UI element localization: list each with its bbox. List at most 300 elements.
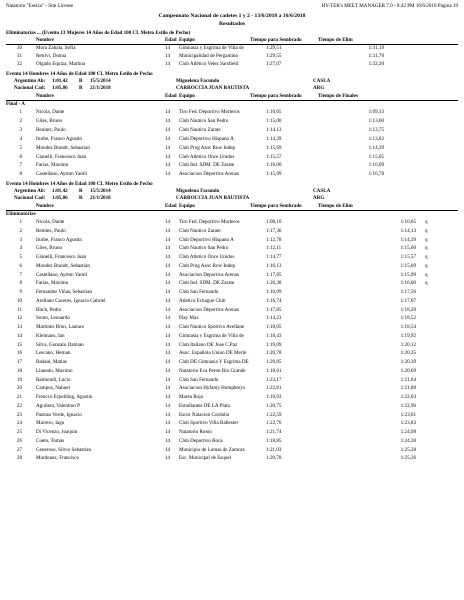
table-row <box>0 161 464 169</box>
age-cell: 14 <box>165 315 171 322</box>
place-cell: 12 <box>16 315 22 322</box>
swimmer-name: Cueto, Tomas <box>36 437 65 444</box>
team-name: Club Ind. SDM. DE Zarate <box>179 280 235 287</box>
record-flag: R <box>79 85 83 91</box>
result-time: 1:31,78 <box>368 53 384 60</box>
table-row <box>0 419 464 427</box>
age-cell: 14 <box>165 394 171 400</box>
age-cell: 14 <box>165 350 171 357</box>
age-cell: 14 <box>165 332 171 339</box>
team-name: Natatorio Eva Peron Rio Grande <box>179 367 246 374</box>
swimmer-name: Giles, Bruno <box>36 245 63 252</box>
team-name: Asociacion Deportiva Arenas <box>179 171 239 178</box>
table-row <box>0 332 464 340</box>
swimmer-name: Benitez, Paulo <box>36 227 66 234</box>
swimmer-name: Silva, Gonzalo Damian <box>36 341 84 348</box>
swimmer-name: Fernandez Viñas, Sebastian <box>36 289 93 295</box>
swimmer-name: Mora Zabala, Sofia <box>36 45 76 51</box>
record-team: CASLA <box>313 188 331 194</box>
swimmer-name: Iturbe, Franco Agustin <box>36 135 82 142</box>
event14-title-final: Evento 14 Hombres 14 Años de Edad 100 CL Metro Estilo de Pecho <box>6 71 153 77</box>
col-header-name: Nombre <box>36 203 54 209</box>
table-row <box>0 367 464 375</box>
place-cell: 2 <box>19 117 22 124</box>
place-cell: 4 <box>19 135 22 142</box>
qualifier-mark: q <box>425 219 428 225</box>
seed-time: 1:27,07 <box>266 61 282 68</box>
place-cell: 11 <box>17 306 22 313</box>
place-cell: 19 <box>16 376 22 383</box>
record-flag: R <box>79 78 83 84</box>
age-cell: 14 <box>165 385 171 392</box>
col-header-prelim: Tiempo de Elim <box>318 37 353 43</box>
place-cell: 30 <box>16 45 22 51</box>
result-time: 1:17,67 <box>400 297 416 304</box>
place-cell: 17 <box>16 359 22 365</box>
team-name: Municipalidad de Pergamino <box>179 53 239 60</box>
team-name: Club Italiano DE Jose C.Paz <box>179 341 238 348</box>
divider <box>6 100 458 101</box>
table-row <box>0 358 464 366</box>
result-time: 1:09,13 <box>368 109 384 115</box>
place-cell: 3 <box>19 126 22 133</box>
women-event-title: Eliminatorias ... (Evento 13 Mujeres 14 Años de Edad 100 CL Metro Estilo de Pecho) <box>6 30 191 36</box>
place-cell: 27 <box>16 446 22 453</box>
table-row <box>0 253 464 261</box>
meet-title: Campeonato Nacional de cadetes 1 y 2 - 13/6/2018 a 16/6/2018 <box>158 13 306 19</box>
qualifier-mark: q <box>425 254 428 260</box>
table-row <box>0 108 464 116</box>
table-row <box>0 135 464 143</box>
col-header-seed: Tiempo para Sembrado <box>250 93 302 99</box>
team-name: Club Nautico Sportivo Avellane <box>179 324 245 330</box>
age-cell: 14 <box>165 455 171 462</box>
team-name: Club Atletico Once Unidos <box>179 153 235 160</box>
team-name: Asociacion Deportiva Arenas <box>179 271 239 278</box>
col-header-team: Equipo <box>179 93 195 99</box>
age-cell: 14 <box>165 411 171 418</box>
seed-time: 1:29,51 <box>266 45 282 51</box>
table-row <box>0 144 464 152</box>
result-time: 1:23,83 <box>400 420 416 427</box>
table-row <box>0 227 464 235</box>
age-cell: 14 <box>165 45 171 51</box>
seed-time: 1:18,61 <box>266 367 282 374</box>
team-name: Club Deportivo Hispano A <box>179 135 234 142</box>
age-cell: 14 <box>165 359 171 365</box>
place-cell: 14 <box>16 332 22 339</box>
place-cell: 4 <box>19 245 22 252</box>
result-time: 1:20,12 <box>400 341 416 348</box>
age-cell: 14 <box>165 324 171 330</box>
result-time: 1:18,20 <box>400 306 416 313</box>
result-time: 1:15,99 <box>400 271 416 278</box>
team-name: Club Nautico Zarate <box>179 126 221 133</box>
team-name: Natatorio Rosso <box>179 429 212 435</box>
record-time: 1:01,42 <box>52 78 68 84</box>
record-label: Nacional Cad: <box>14 85 46 91</box>
place-cell: 9 <box>19 289 22 295</box>
seed-time: 1:22,59 <box>266 411 282 418</box>
age-cell: 14 <box>165 367 171 374</box>
result-time: 1:15,05 <box>368 153 384 160</box>
table-row <box>0 376 464 384</box>
record-time: 1:05,86 <box>52 195 68 201</box>
record-label: Argentino Ab: <box>14 78 46 84</box>
table-row <box>0 44 464 52</box>
place-cell: 22 <box>16 402 22 409</box>
seed-time: 1:18,85 <box>266 437 282 444</box>
age-cell: 14 <box>165 437 171 444</box>
place-cell: 26 <box>16 437 22 444</box>
swimmer-name: Generoso, Silvio Sebastian <box>36 446 92 453</box>
table-row <box>0 262 464 270</box>
swimmer-name: Castellano, Ayrton Yamil <box>36 171 88 178</box>
seed-time: 1:08,10 <box>266 219 282 225</box>
team-name: Marea Roja <box>179 394 203 400</box>
col-header-age: Edad <box>165 37 177 43</box>
age-cell: 14 <box>165 376 171 383</box>
site-license-label: Natatorio "Eseiza" - Site License <box>6 3 74 9</box>
swimmer-name: Llanedo, Maximo <box>36 367 73 374</box>
result-time: 1:25,28 <box>400 446 416 453</box>
seed-time: 1:21,03 <box>266 446 282 453</box>
place-cell: 3 <box>19 236 22 243</box>
seed-time: 1:29,55 <box>266 53 282 60</box>
swimmer-name: Gianelli, Francesco Juan <box>36 254 87 260</box>
seed-time: 1:15,57 <box>266 153 282 160</box>
table-row <box>0 279 464 287</box>
swimmer-name: Retrivi, Donna <box>36 53 67 60</box>
seed-time: 1:21,74 <box>266 429 282 435</box>
record-label: Nacional Cad: <box>14 195 46 201</box>
table-row <box>0 446 464 454</box>
team-name: Asociacion Hyfamy Humphreys <box>179 385 245 392</box>
result-time: 1:16,09 <box>368 162 384 169</box>
table-row <box>0 271 464 279</box>
team-name: Club Ind. SDM. DE Zarate <box>179 162 235 169</box>
team-name: Esc. Municipal de Esquel <box>179 455 232 462</box>
swimmer-name: Castellano, Ayrton Yamil <box>36 271 88 278</box>
team-name: Gimnasia y Esgrima de Villa de <box>179 45 244 51</box>
seed-time: 1:18,43 <box>266 332 282 339</box>
seed-time: 1:18,05 <box>266 324 282 330</box>
qualifier-mark: q <box>425 280 428 287</box>
seed-time: 1:10,65 <box>266 109 282 115</box>
seed-time: 1:20,85 <box>266 359 282 365</box>
table-row <box>0 323 464 331</box>
table-row <box>0 218 464 226</box>
col-header-seed: Tiempo para Sembrado <box>250 37 302 43</box>
swimmer-name: Di Vicenzo, Joaquin <box>36 429 78 435</box>
team-name: Tiro Fed. Deportivo Morteros <box>179 109 240 115</box>
team-name: Gimnasia y Esgrima de Villa de <box>179 332 244 339</box>
seed-time: 1:20,78 <box>266 455 282 462</box>
table-row <box>0 297 464 305</box>
age-cell: 14 <box>165 227 171 234</box>
age-cell: 14 <box>165 171 171 178</box>
record-flag: R <box>79 195 83 201</box>
team-name: Club Nautico Zarate <box>179 227 221 234</box>
place-cell: 13 <box>16 324 22 330</box>
swimmer-name: Marrero, Iago <box>36 420 65 427</box>
place-cell: 7 <box>19 162 22 169</box>
seed-time: 1:15,99 <box>266 171 282 178</box>
team-name: Club Nautico San Pedro <box>179 117 229 124</box>
result-time: 1:16,00 <box>400 280 416 287</box>
qualifier-mark: q <box>425 227 428 234</box>
table-row <box>0 60 464 68</box>
place-cell: 28 <box>16 455 22 462</box>
record-team: ARG <box>313 195 325 201</box>
result-time: 1:15,00 <box>400 245 416 252</box>
result-time: 1:31,19 <box>368 45 384 51</box>
team-name: Club San Fernando <box>179 289 219 295</box>
result-time: 1:14,13 <box>400 227 416 234</box>
result-time: 1:22,63 <box>400 394 416 400</box>
place-cell: 1 <box>19 109 22 115</box>
team-name: Club Prog Asoc Row Indep <box>179 144 236 151</box>
record-label: Argentino Ab: <box>14 188 46 194</box>
col-header-age: Edad <box>165 203 177 209</box>
table-row <box>0 411 464 419</box>
result-time: 1:17,56 <box>400 289 416 295</box>
age-cell: 14 <box>165 135 171 142</box>
result-time: 1:24,38 <box>400 437 416 444</box>
age-cell: 14 <box>165 126 171 133</box>
place-cell: 10 <box>16 297 22 304</box>
team-name: Asociacion Deportiva Arenas <box>179 306 239 313</box>
result-time: 1:19,92 <box>400 332 416 339</box>
result-time: 1:23,61 <box>400 411 416 418</box>
place-cell: 31 <box>16 53 22 60</box>
place-cell: 8 <box>19 280 22 287</box>
swimmer-name: Arellano Caceres, Ignacio Gabriel <box>36 297 106 304</box>
swimmer-name: Souto, Leonardo <box>36 315 70 322</box>
table-row <box>0 314 464 322</box>
col-header-team: Equipo <box>179 37 195 43</box>
age-cell: 14 <box>165 219 171 225</box>
swimmer-name: Nicola, Dante <box>36 109 65 115</box>
seed-time: 1:16,13 <box>266 262 282 269</box>
seed-time: 1:14,23 <box>266 315 282 322</box>
record-date: 15/5/2014 <box>90 78 111 84</box>
record-date: 21/1/2018 <box>90 85 111 91</box>
swimmer-name: Mondez Brandt, Sebastian <box>36 262 90 269</box>
seed-time: 1:16,00 <box>266 162 282 169</box>
seed-time: 1:17,85 <box>266 271 282 278</box>
record-holder: Miguelena Facundo <box>176 188 220 194</box>
seed-time: 1:15,00 <box>266 117 282 124</box>
divider <box>6 210 458 211</box>
age-cell: 14 <box>165 420 171 427</box>
place-cell: 2 <box>19 227 22 234</box>
place-cell: 20 <box>16 385 22 392</box>
result-time: 1:10,65 <box>400 219 416 225</box>
table-row <box>0 393 464 401</box>
col-header-prelim: Tiempo de Elim <box>318 203 353 209</box>
team-name: Club Deportivo Roca <box>179 437 223 444</box>
result-time: 1:16,78 <box>368 171 384 178</box>
record-time: 1:05,86 <box>52 85 68 91</box>
swimmer-name: Mondez Brandt, Sebastian <box>36 144 90 151</box>
place-cell: 24 <box>16 420 22 427</box>
result-time: 1:14,39 <box>368 144 384 151</box>
result-time: 1:32,20 <box>368 61 384 68</box>
team-name: Asoc. Española Union DE Merlo <box>179 350 247 357</box>
age-cell: 14 <box>165 280 171 287</box>
swimmer-name: Iturbe, Franco Agustin <box>36 236 82 243</box>
qualifier-mark: q <box>425 271 428 278</box>
seed-time: 1:19,09 <box>266 341 282 348</box>
seed-time: 1:17,36 <box>266 227 282 234</box>
seed-time: 1:15,69 <box>266 144 282 151</box>
place-cell: 6 <box>19 153 22 160</box>
team-name: Club Atlético Velez Sarsfield <box>179 61 239 68</box>
record-holder: Miguelena Facundo <box>176 78 220 84</box>
record-team: ARG <box>313 85 325 91</box>
table-row <box>0 454 464 462</box>
result-time: 1:21,64 <box>400 376 416 383</box>
swimmer-name: Kleimans, Ian <box>36 332 65 339</box>
seed-time: 1:12,11 <box>266 245 282 252</box>
table-row <box>0 384 464 392</box>
seed-time: 1:12,78 <box>266 236 282 243</box>
table-row <box>0 126 464 134</box>
record-flag: R <box>79 188 83 194</box>
result-time: 1:21,88 <box>400 385 416 392</box>
result-time: 1:20,39 <box>400 359 416 365</box>
place-cell: 23 <box>16 411 22 418</box>
table-row <box>0 437 464 445</box>
result-time: 1:15,57 <box>400 254 416 260</box>
place-cell: 32 <box>16 61 22 68</box>
table-row <box>0 341 464 349</box>
place-cell: 1 <box>19 219 22 225</box>
place-cell: 25 <box>16 429 22 435</box>
result-time: 1:18,52 <box>400 315 416 322</box>
seed-time: 1:16,09 <box>266 289 282 295</box>
col-header-name: Nombre <box>36 93 54 99</box>
result-time: 1:13,75 <box>368 126 384 133</box>
seed-time: 1:14,39 <box>266 135 282 142</box>
results-subtitle: Resultados <box>218 21 246 27</box>
age-cell: 14 <box>165 446 171 453</box>
meet-manager-label: HY-TEK's MEET MANAGER 7.0 - 8:42 PM 16/6/2018 Página 19 <box>321 3 458 9</box>
team-name: Escor Natacion Cordoba <box>179 411 230 418</box>
swimmer-name: Farias, Maximo <box>36 280 69 287</box>
result-time: 1:22,96 <box>400 402 416 409</box>
result-time: 1:18,54 <box>400 324 416 330</box>
qualifier-mark: q <box>425 236 428 243</box>
prelims-title: Eliminatorias <box>6 211 36 217</box>
table-row <box>0 349 464 357</box>
swimmer-name: Aguilera, Valentino P <box>36 402 80 409</box>
result-time: 1:13,60 <box>368 117 384 124</box>
col-header-team: Equipo <box>179 203 195 209</box>
final-a-title: Final - A <box>6 101 25 107</box>
record-date: 21/1/2018 <box>90 195 111 201</box>
record-team: CASLA <box>313 78 331 84</box>
record-date: 15/5/2014 <box>90 188 111 194</box>
place-cell: 8 <box>19 171 22 178</box>
swimmer-name: Nicola, Dante <box>36 219 65 225</box>
qualifier-mark: q <box>425 245 428 252</box>
table-row <box>0 52 464 60</box>
team-name: Club Atletico Once Unidos <box>179 254 235 260</box>
team-name: Club San Fernando <box>179 376 219 383</box>
record-time: 1:01,42 <box>52 188 68 194</box>
place-cell: 18 <box>16 367 22 374</box>
place-cell: 15 <box>16 341 22 348</box>
team-name: Play Max <box>179 315 199 322</box>
col-header-seed: Tiempo para Sembrado <box>250 203 302 209</box>
team-name: Atletico Echague Club <box>179 297 226 304</box>
place-cell: 5 <box>19 254 22 260</box>
seed-time: 1:22,81 <box>266 385 282 392</box>
col-header-finals: Tiempo de Finales <box>318 93 358 99</box>
seed-time: 1:17,85 <box>266 306 282 313</box>
team-name: Estudiantes DE LA Plata <box>179 402 230 409</box>
age-cell: 14 <box>165 341 171 348</box>
swimmer-name: Giles, Bruno <box>36 117 63 124</box>
seed-time: 1:20,75 <box>266 402 282 409</box>
result-time: 1:14,39 <box>400 236 416 243</box>
age-cell: 14 <box>165 61 171 68</box>
team-name: Municipio de Lomas de Zamora <box>179 446 245 453</box>
place-cell: 5 <box>19 144 22 151</box>
table-row <box>0 288 464 296</box>
age-cell: 14 <box>165 254 171 260</box>
team-name: Tiro Fed. Deportivo Morteros <box>179 219 240 225</box>
result-time: 1:20,69 <box>400 367 416 374</box>
swimmer-name: Campos, Nahuel <box>36 385 70 392</box>
place-cell: 21 <box>16 394 22 400</box>
result-time: 1:13,82 <box>368 135 384 142</box>
team-name: Club Sportivo Villa Ballester <box>179 420 239 427</box>
age-cell: 14 <box>165 109 171 115</box>
age-cell: 14 <box>165 153 171 160</box>
seed-time: 1:20,78 <box>266 350 282 357</box>
table-row <box>0 244 464 252</box>
table-row <box>0 402 464 410</box>
seed-time: 1:20,38 <box>266 280 282 287</box>
col-header-name: Nombre <box>36 37 54 43</box>
place-cell: 7 <box>19 271 22 278</box>
swimmer-name: Olgado Equiza, Martina <box>36 61 86 68</box>
team-name: Club DE Gimnasia Y Esgrima DE <box>179 359 249 365</box>
swimmer-name: Farias, Maximo <box>36 162 69 169</box>
table-row <box>0 236 464 244</box>
record-holder: CARROCCIA JUAN BAUTISTA <box>176 85 250 91</box>
age-cell: 14 <box>165 271 171 278</box>
swimmer-name: Gianelli, Francesco Juan <box>36 153 87 160</box>
swimmer-name: Raimondi, Lucio <box>36 376 71 383</box>
place-cell: 16 <box>16 350 22 357</box>
age-cell: 14 <box>165 144 171 151</box>
event14-title-prelims: Evento 14 Hombres 14 Años de Edad 100 CL Metro Estilo de Pecho <box>6 181 153 187</box>
age-cell: 14 <box>165 236 171 243</box>
seed-time: 1:23,17 <box>266 376 282 383</box>
swimmer-name: Benitez, Paulo <box>36 126 66 133</box>
result-time: 1:25,36 <box>400 455 416 462</box>
age-cell: 14 <box>165 297 171 304</box>
table-row <box>0 428 464 436</box>
seed-time: 1:14,77 <box>266 254 282 260</box>
age-cell: 14 <box>165 289 171 295</box>
swimmer-name: Lescano, Hernan <box>36 350 71 357</box>
seed-time: 1:16,03 <box>266 394 282 400</box>
